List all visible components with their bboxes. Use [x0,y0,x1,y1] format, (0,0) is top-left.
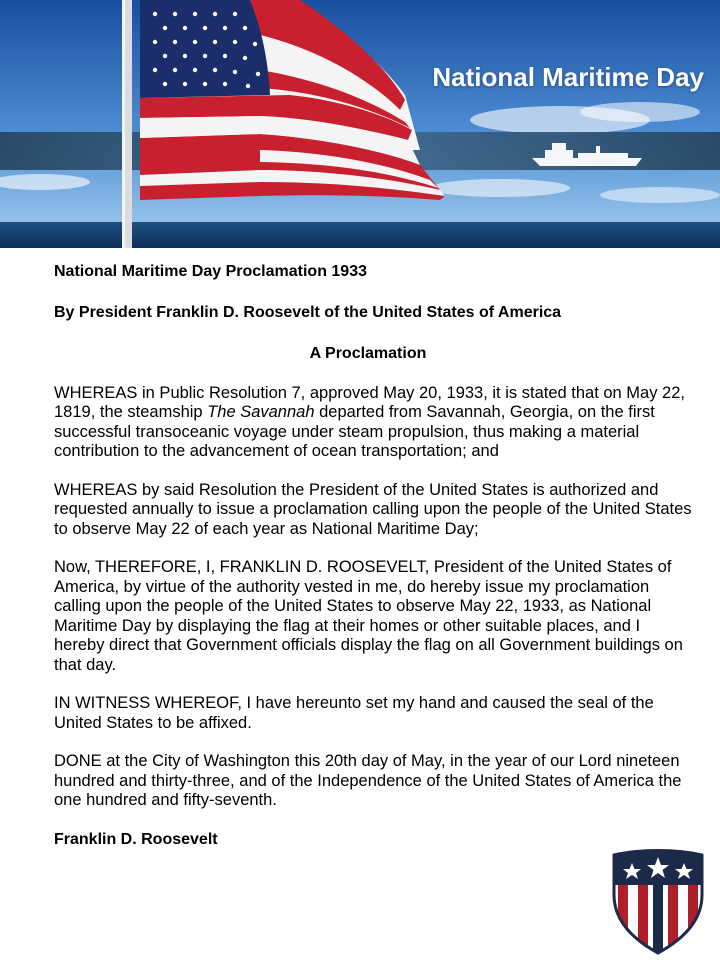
paragraph-witness: IN WITNESS WHEREOF, I have hereunto set my hand and caused the seal of the United States to be affixed. [54,694,654,732]
document-heading: A Proclamation [309,345,427,362]
header-banner [0,0,720,248]
signature: Franklin D. Roosevelt [54,830,218,848]
paragraph-done: DONE at the City of Washington this 20th day of May, in the year of our Lord nineteen hundred and thirty-three, and of the Independence of the United States of America the one hundred and fifty-seventh. [54,752,682,809]
american-flag-ship-banner [0,0,720,248]
banner-title: National Maritime Day [432,62,704,92]
paragraph-whereas-1 [54,384,694,462]
document-title: National Maritime Day Proclamation 1933 [54,263,367,280]
ship-name: The Savannah [207,403,315,421]
document-byline: By President Franklin D. Roosevelt of the United States of America [54,303,562,321]
stars-and-stripes-shield-icon [610,845,706,955]
proclamation-document [54,262,694,849]
paragraph-whereas-2: WHEREAS by said Resolution the President of the United States is authorized and requested annually to issue a proclamation calling upon the people of the United States to observe May 22 of each year as National Maritime Day; [54,480,692,538]
paragraph-1-end: departed from Savannah, Georgia, on the first successful transoceanic voyage under steam propulsion, thus making a material contribution to the advancement of ocean transportation; and [54,403,655,460]
paragraph-1-start: WHEREAS in Public Resolution 7, approved May 20, 1933, it is stated that on May 22, 1819, the steamship [54,383,685,421]
paragraph-therefore: Now, THEREFORE, I, FRANKLIN D. ROOSEVELT, President of the United States of America, by virtue of the authority vested in me, do hereby issue my proclamation calling upon the people of the United States to observe May 22, 1933, as National Maritime Day by displaying the flag at their homes or other suitable places, and I hereby direct that Government officials display the flag on all Government buildings on that day. [54,558,683,674]
